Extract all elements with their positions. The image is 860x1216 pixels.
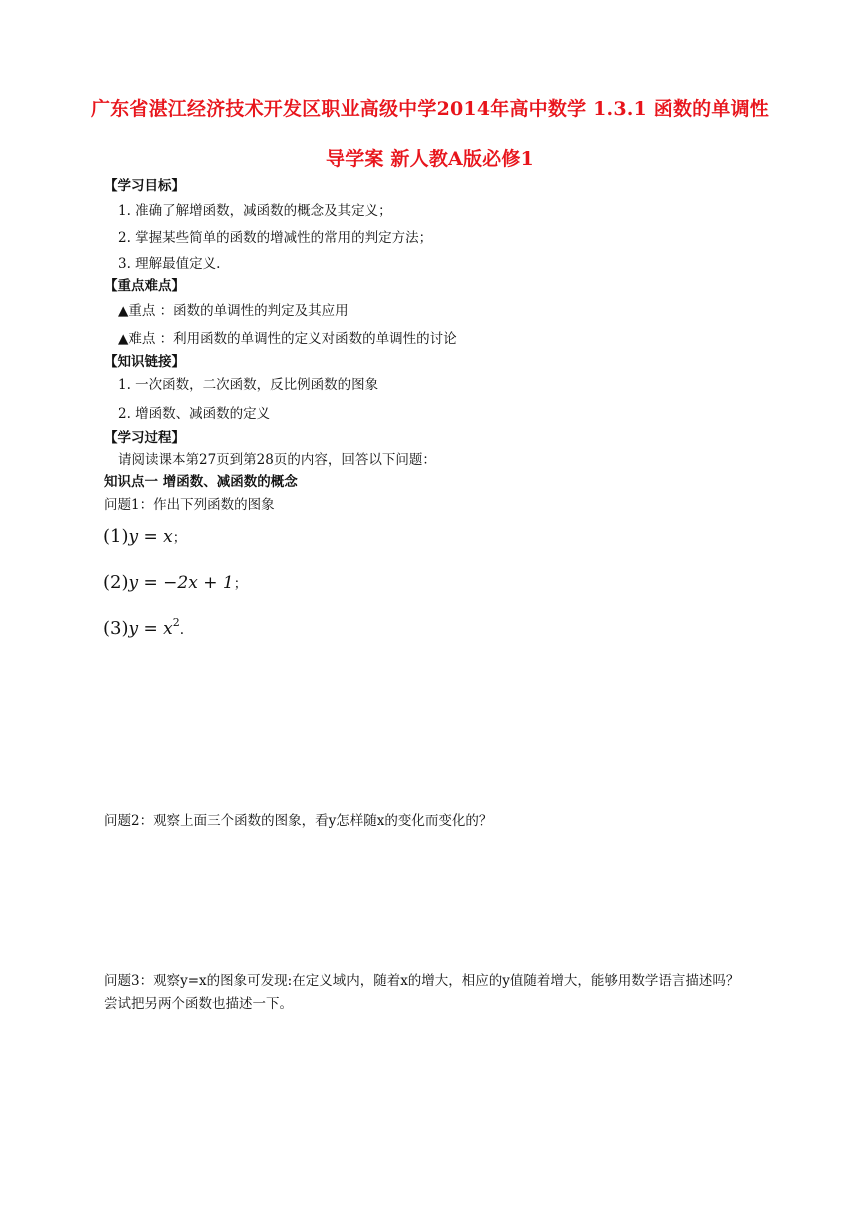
formula-1-rhs: = x bbox=[143, 527, 173, 547]
formula-1-label: (1) bbox=[103, 526, 129, 547]
objectives-heading: 【学习目标】 bbox=[104, 178, 185, 194]
formula-1 bbox=[103, 527, 186, 548]
knowledge-point-heading: 知识点一 增函数、减函数的概念 bbox=[104, 474, 298, 490]
objective-item-2: 2. 掌握某些简单的函数的增减性的常用的判定方法； bbox=[118, 230, 433, 246]
formula-2-label: (2) bbox=[103, 572, 129, 593]
formula-3-tail: . bbox=[179, 622, 185, 638]
question-1: 问题1：作出下列函数的图象 bbox=[104, 497, 275, 513]
link-item-2: 2. 增函数、减函数的定义 bbox=[118, 406, 271, 422]
objective-item-1: 1. 准确了解增函数，减函数的概念及其定义； bbox=[118, 203, 392, 219]
formula-3-exponent: 2 bbox=[172, 616, 180, 629]
formula-3-label: (3) bbox=[103, 618, 129, 639]
formula-2-tail: ； bbox=[233, 576, 248, 592]
formula-3-lhs: y bbox=[128, 619, 139, 639]
formula-3-rhs: = x bbox=[143, 619, 173, 639]
document-title-line-1: 广东省湛江经济技术开发区职业高级中学2014年高中数学 1.3.1 函数的单调性 bbox=[90, 98, 769, 120]
formula-2-rhs: = −2x + 1 bbox=[143, 573, 234, 593]
process-heading: 【学习过程】 bbox=[104, 430, 185, 446]
formula-2-lhs: y bbox=[128, 573, 139, 593]
key-points-heading: 【重点难点】 bbox=[104, 278, 185, 294]
formula-1-lhs: y bbox=[128, 527, 139, 547]
key-point-item-2: ▲难点 ：利用函数的单调性的定义对函数的单调性的讨论 bbox=[118, 331, 457, 347]
key-point-item-1: ▲重点 ：函数的单调性的判定及其应用 bbox=[118, 303, 349, 319]
question-2: 问题2：观察上面三个函数的图象，看y怎样随x的变化而变化的？ bbox=[104, 813, 493, 829]
formula-2 bbox=[103, 573, 247, 594]
document-title-line-2: 导学案 新人教A版必修1 bbox=[326, 148, 534, 170]
link-item-1: 1. 一次函数，二次函数，反比例函数的图象 bbox=[118, 377, 379, 393]
question-3-line-1: 问题3：观察y=x的图象可发现:在定义域内，随着x的增大，相应的y值随着增大，能够用数学语言描述吗？ bbox=[104, 973, 740, 989]
question-3-line-2: 尝试把另两个函数也描述一下。 bbox=[104, 996, 293, 1012]
formula-3 bbox=[103, 616, 185, 640]
links-heading: 【知识链接】 bbox=[104, 354, 185, 370]
objective-item-3: 3. 理解最值定义. bbox=[118, 256, 221, 272]
formula-1-tail: ； bbox=[172, 530, 187, 546]
process-intro: 请阅读课本第27页到第28页的内容，回答以下问题： bbox=[118, 452, 436, 468]
